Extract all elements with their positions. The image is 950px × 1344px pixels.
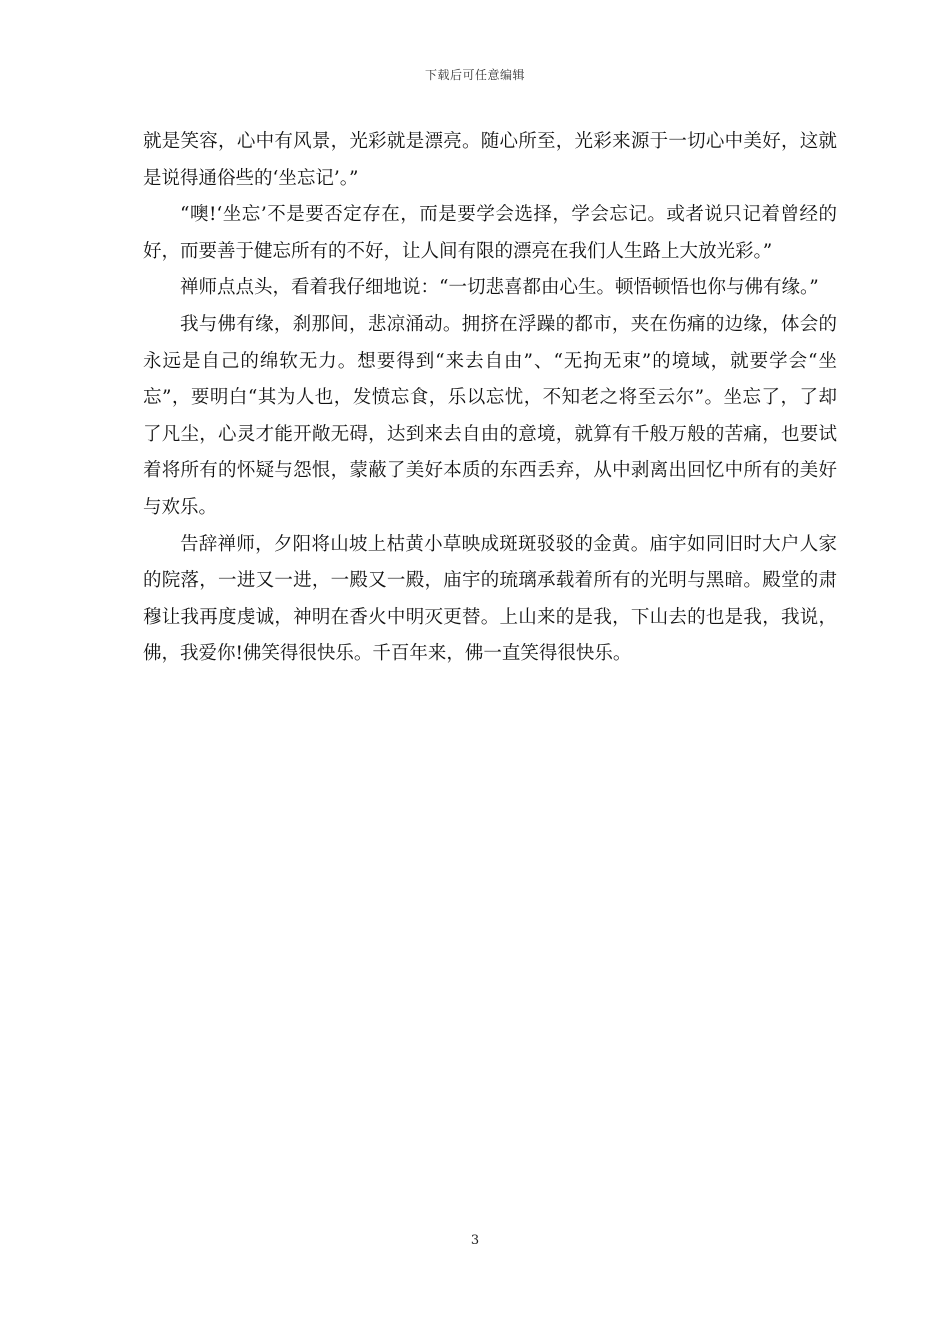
page-header: 下载后可任意编辑 — [424, 68, 525, 82]
paragraph: 告辞禅师，夕阳将山坡上枯黄小草映成斑斑驳驳的金黄。庙宇如同旧时大户人家的院落，一进又一进，一殿又一殿，庙宇的琉璃承载着所有的光明与黑暗。殿堂的肃穆让我再度虔诚，神明在香火中明灭更替。上山来的是我，下山去的也是我，我说，佛，我爱你!佛笑得很快乐。千百年来，佛一直笑得很快乐。 — [143, 533, 837, 665]
paragraph: 就是笑容，心中有风景，光彩就是漂亮。随心所至，光彩来源于一切心中美好，这就是说得通俗些的‘坐忘记’。” — [143, 131, 837, 189]
paragraph: 我与佛有缘，刹那间，悲凉涌动。拥挤在浮躁的都市，夹在伤痛的边缘，体会的永远是自己的绵软无力。想要得到“来去自由”、“无拘无束”的境域，就要学会“坐忘”，要明白“其为人也，发愤忘食，乐以忘忧，不知老之将至云尔”。坐忘了，了却了凡尘，心灵才能开敞无碍，达到来去自由的意境，就算有千般万般的苦痛，也要试着将所有的怀疑与怨恨，蒙蔽了美好本质的东西丢弃，从中剥离出回忆中所有的美好与欢乐。 — [143, 313, 837, 518]
document-body — [143, 124, 837, 673]
paragraph: “噢!‘坐忘’不是要否定存在，而是要学会选择，学会忘记。或者说只记着曾经的好，而要善于健忘所有的不好，让人间有限的漂亮在我们人生路上大放光彩。” — [143, 204, 837, 262]
page-number: 3 — [470, 1233, 480, 1248]
paragraph: 禅师点点头，看着我仔细地说：“一切悲喜都由心生。顿悟顿悟也你与佛有缘。” — [180, 277, 819, 299]
